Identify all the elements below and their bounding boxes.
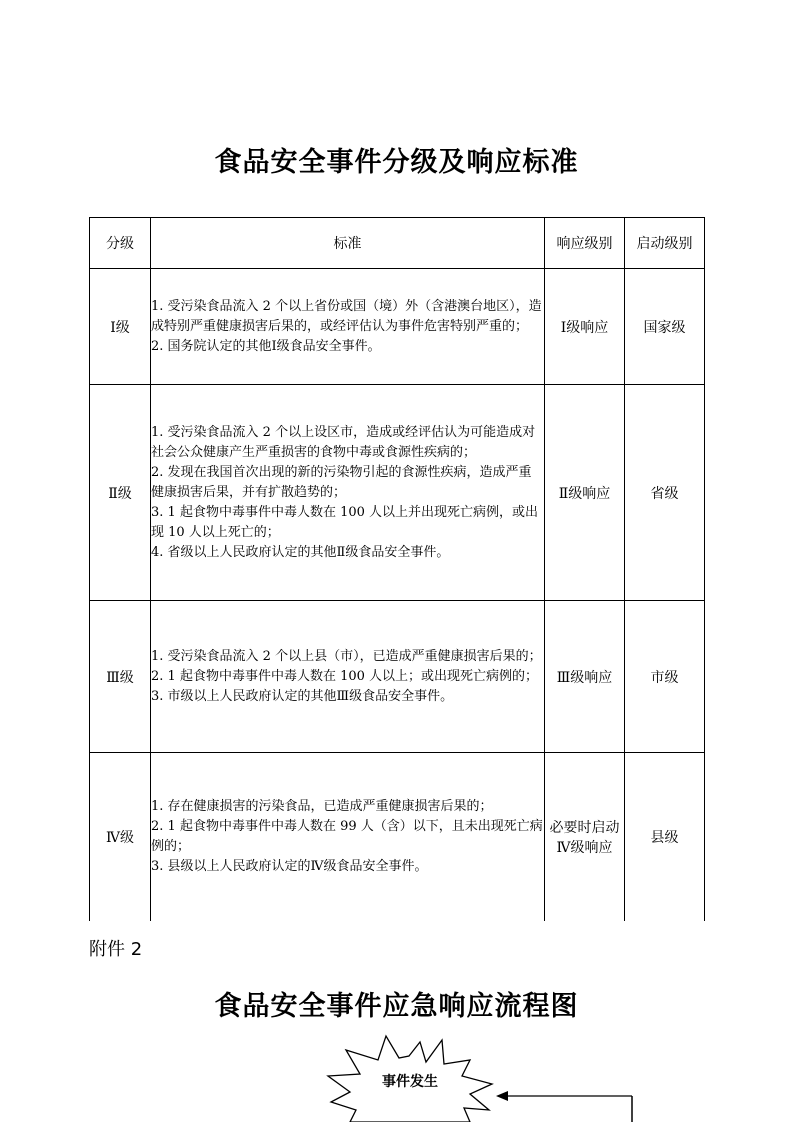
- criteria-cell: [151, 601, 545, 753]
- response-cell: Ⅲ级响应: [545, 601, 625, 753]
- table-row: [90, 601, 705, 753]
- criteria-item: 3. 县级以上人民政府认定的Ⅳ级食品安全事件。: [151, 858, 428, 874]
- criteria-item: 1. 受污染食品流入 2 个以上设区市，造成或经评估认为可能造成对社会公众健康产生严重损害的食物中毒或食源性疾病的；: [151, 424, 536, 460]
- response-cell: Ⅱ级响应: [545, 385, 625, 601]
- header-criteria: 标准: [151, 218, 545, 269]
- start-cell: 县级: [625, 753, 705, 921]
- start-cell: 国家级: [625, 269, 705, 385]
- table-row: [90, 269, 705, 385]
- flowchart-title: 食品安全事件应急响应流程图: [214, 991, 579, 1022]
- criteria-item: 2. 1 起食物中毒事件中毒人数在 99 人（含）以下，且未出现死亡病例的；: [151, 818, 543, 854]
- criteria-item: 2. 发现在我国首次出现的新的污染物引起的食源性疾病，造成严重健康损害后果，并有扩散趋势的；: [151, 464, 532, 500]
- criteria-item: 1. 存在健康损害的污染食品，已造成严重健康损害后果的；: [151, 798, 493, 814]
- level-cell: Ⅱ级: [90, 385, 151, 601]
- table-row: [90, 385, 705, 601]
- start-cell: 市级: [625, 601, 705, 753]
- page-title: 食品安全事件分级及响应标准: [214, 147, 579, 178]
- attachment-label: 附件 2: [89, 939, 143, 960]
- header-level: 分级: [90, 218, 151, 269]
- level-cell: Ⅳ级: [90, 753, 151, 921]
- level-cell: Ⅲ级: [90, 601, 151, 753]
- criteria-item: 1. 受污染食品流入 2 个以上省份或国（境）外（含港澳台地区），造成特别严重健康损害后果的，或经评估认为事件危害特别严重的；: [151, 298, 542, 334]
- criteria-cell: [151, 385, 545, 601]
- header-response: 响应级别: [545, 218, 625, 269]
- arrow-head-icon: [496, 1091, 508, 1101]
- level-cell: Ⅰ级: [90, 269, 151, 385]
- start-cell: 省级: [625, 385, 705, 601]
- grading-table: [89, 217, 705, 921]
- criteria-item: 3. 市级以上人民政府认定的其他Ⅲ级食品安全事件。: [151, 688, 454, 704]
- table-row: [90, 753, 705, 921]
- response-cell: 必要时启动Ⅳ级响应: [545, 753, 625, 921]
- header-start: 启动级别: [625, 218, 705, 269]
- criteria-cell: [151, 753, 545, 921]
- table-header-row: [90, 218, 705, 269]
- criteria-item: 2. 国务院认定的其他Ⅰ级食品安全事件。: [151, 338, 381, 354]
- criteria-item: 2. 1 起食物中毒事件中毒人数在 100 人以上；或出现死亡病例的；: [151, 668, 539, 684]
- event-occurrence-label: 事件发生: [382, 1074, 438, 1090]
- criteria-cell: [151, 269, 545, 385]
- criteria-item: 3. 1 起食物中毒事件中毒人数在 100 人以上并出现死亡病例，或出现 10 人以上死亡的；: [151, 504, 539, 540]
- criteria-item: 4. 省级以上人民政府认定的其他Ⅱ级食品安全事件。: [151, 544, 450, 560]
- response-cell: Ⅰ级响应: [545, 269, 625, 385]
- criteria-item: 1. 受污染食品流入 2 个以上县（市），已造成严重健康损害后果的；: [151, 648, 542, 664]
